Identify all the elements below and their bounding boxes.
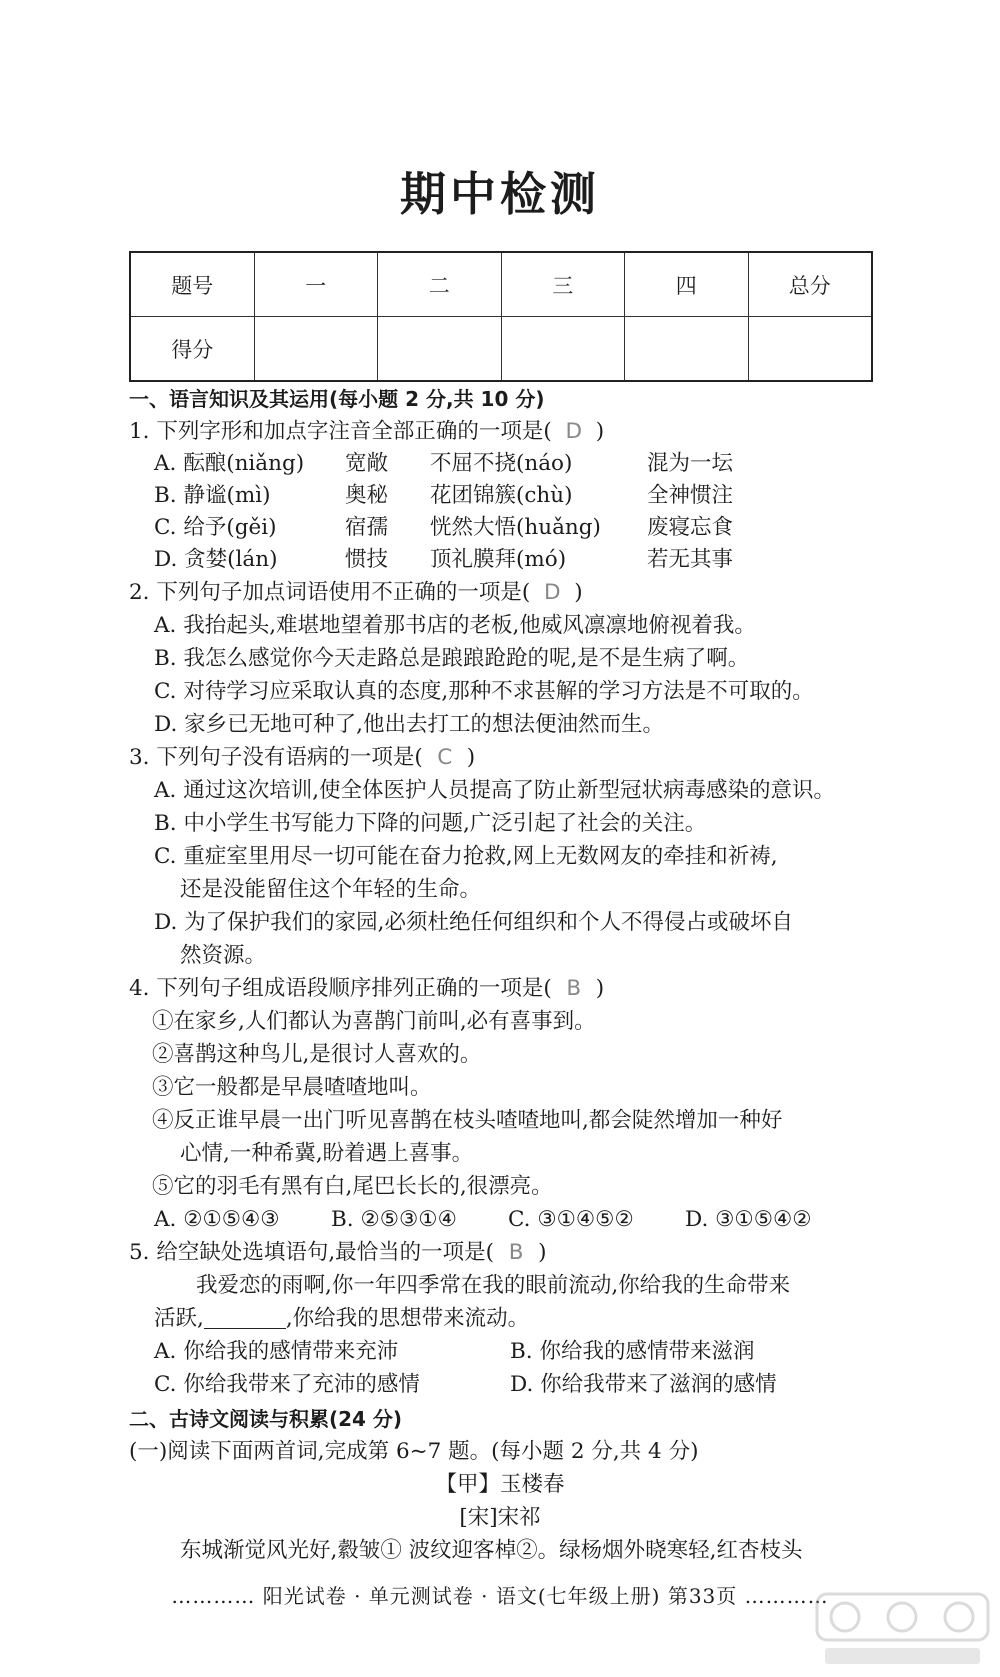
q1-a-1: A. 酝酿(niǎng) [154, 451, 305, 476]
q4-sentence-3: ③它一般都是早晨喳喳地叫。 [152, 1075, 432, 1100]
q1-a-3: 不屈不挠(náo) [430, 451, 573, 476]
q1-c-3: 恍然大悟(huǎng) [430, 515, 601, 540]
q1-stem-text: 1. 下列字形和加点字注音全部正确的一项是( [129, 419, 552, 444]
q1-d-4: 若无其事 [647, 547, 734, 572]
q4-sentence-2: ②喜鹊这种鸟儿,是很讨人喜欢的。 [152, 1042, 482, 1067]
q4-stem-text: 4. 下列句子组成语段顺序排列正确的一项是( [129, 976, 552, 1001]
score-header-cell: 二 [378, 252, 502, 317]
score-cell [625, 317, 749, 382]
q3-option-c-line2: 还是没能留住这个年轻的生命。 [180, 877, 482, 902]
poem-line-1: 东城渐觉风光好,縠皱① 波纹迎客棹②。绿杨烟外晓寒轻,红杏枝头 [180, 1538, 803, 1563]
q5-close: ) [538, 1240, 547, 1265]
q1-d-1: D. 贪婪(lán) [154, 547, 278, 572]
q3-option-c-line1: C. 重症室里用尽一切可能在奋力抢救,网上无数网友的牵挂和祈祷, [154, 844, 778, 869]
score-cell [748, 317, 872, 382]
q1-c-2: 宿孺 [345, 515, 389, 540]
q3-close: ) [466, 745, 476, 770]
q4-close: ) [595, 976, 605, 1001]
watermark-logo [815, 1590, 990, 1670]
q5-option-d: D. 你给我带来了滋润的感情 [510, 1372, 777, 1397]
q4-sentence-1: ①在家乡,人们都认为喜鹊门前叫,必有喜事到。 [152, 1009, 596, 1034]
q1-b-4: 全神惯注 [647, 483, 734, 508]
q3-option-a: A. 通过这次培训,使全体医护人员提高了防止新型冠状病毒感染的意识。 [154, 778, 836, 803]
q2-close: ) [574, 580, 583, 605]
page-title: 期中检测 [400, 167, 600, 221]
q1-d-2: 惯技 [345, 547, 389, 572]
q1-a-2: 宽敞 [345, 451, 389, 476]
q5-option-b: B. 你给我的感情带来滋润 [510, 1339, 755, 1364]
q4-sentence-5: ⑤它的羽毛有黑有白,尾巴长长的,很漂亮。 [152, 1174, 553, 1199]
q3-option-b: B. 中小学生书写能力下降的问题,广泛引起了社会的关注。 [154, 811, 707, 836]
score-table-score-row [130, 317, 872, 382]
q4-sentence-4-line1: ④反正谁早晨一出门听见喜鹊在枝头喳喳地叫,都会陡然增加一种好 [152, 1108, 783, 1133]
q4-sentence-4-line2: 心情,一种希冀,盼着遇上喜事。 [180, 1141, 474, 1166]
q2-option-b: B. 我怎么感觉你今天走路总是踉踉跄跄的呢,是不是生病了啊。 [154, 646, 750, 671]
poem-title: 【甲】玉楼春 [435, 1472, 565, 1497]
q4-option-d: D. ③①⑤④② [685, 1207, 812, 1232]
score-header-cell: 一 [254, 252, 378, 317]
q1-b-2: 奥秘 [345, 483, 389, 508]
section2-sub-instruction: (一)阅读下面两首词,完成第 6~7 题。(每小题 2 分,共 4 分) [129, 1439, 699, 1464]
score-header-cell: 三 [501, 252, 625, 317]
q4-option-b: B. ②⑤③①④ [331, 1207, 457, 1232]
q4-stem [129, 973, 604, 1005]
q3-stem [129, 742, 475, 774]
q4-answer: B [566, 976, 582, 1001]
q1-a-4: 混为一坛 [647, 451, 734, 476]
score-table-header-row [130, 252, 872, 317]
q2-option-d: D. 家乡已无地可种了,他出去打工的想法便油然而生。 [154, 712, 664, 737]
q1-b-1: B. 静谧(mì) [154, 483, 271, 508]
q3-option-d-line2: 然资源。 [180, 943, 267, 968]
score-header-cell: 题号 [130, 252, 254, 317]
q5-passage-line2 [154, 1303, 529, 1335]
q3-option-d-line1: D. 为了保护我们的家园,必须杜绝任何组织和个人不得侵占或破坏自 [154, 910, 793, 935]
q5-answer: B [508, 1240, 524, 1265]
q5-blank [204, 1308, 286, 1329]
q1-close: ) [595, 419, 605, 444]
q4-option-c: C. ③①④⑤② [508, 1207, 634, 1232]
q1-stem [129, 416, 604, 448]
q5-passage-start: 活跃, [154, 1306, 204, 1331]
q2-stem-text: 2. 下列句子加点词语使用不正确的一项是( [129, 580, 531, 605]
q2-stem [129, 577, 583, 609]
q5-option-a: A. 你给我的感情带来充沛 [154, 1339, 399, 1364]
q4-option-a: A. ②①⑤④③ [154, 1207, 280, 1232]
score-cell [501, 317, 625, 382]
score-header-cell: 总分 [748, 252, 872, 317]
poem-author: [宋]宋祁 [459, 1505, 541, 1530]
q3-answer: C [437, 745, 453, 770]
q3-stem-text: 3. 下列句子没有语病的一项是( [129, 745, 423, 770]
q5-option-c: C. 你给我带来了充沛的感情 [154, 1372, 420, 1397]
q1-d-3: 顶礼膜拜(mó) [430, 547, 567, 572]
section2-heading: 二、古诗文阅读与积累(24 分) [129, 1407, 403, 1431]
score-row-label: 得分 [130, 317, 254, 382]
q5-stem [129, 1237, 546, 1269]
page-footer: ………… 阳光试卷 · 单元测试卷 · 语文(七年级上册) 第33页 ………… [171, 1584, 829, 1608]
q1-c-1: C. 给予(gěi) [154, 515, 277, 540]
q2-answer: D [543, 580, 561, 605]
q1-b-3: 花团锦簇(chù) [430, 483, 573, 508]
section1-heading: 一、语言知识及其运用(每小题 2 分,共 10 分) [129, 387, 545, 411]
q5-passage-end: ,你给我的思想带来流动。 [285, 1306, 530, 1331]
q2-option-c: C. 对待学习应采取认真的态度,那种不求甚解的学习方法是不可取的。 [154, 679, 814, 704]
score-cell [254, 317, 378, 382]
score-table [129, 251, 873, 382]
q5-passage-line1: 我爱恋的雨啊,你一年四季常在我的眼前流动,你给我的生命带来 [196, 1273, 791, 1298]
q1-answer: D [565, 419, 583, 444]
q2-option-a: A. 我抬起头,难堪地望着那书店的老板,他威风凛凛地俯视着我。 [154, 613, 756, 638]
score-header-cell: 四 [625, 252, 749, 317]
q5-stem-text: 5. 给空缺处选填语句,最恰当的一项是( [129, 1240, 495, 1265]
q1-c-4: 废寝忘食 [647, 515, 734, 540]
score-cell [378, 317, 502, 382]
